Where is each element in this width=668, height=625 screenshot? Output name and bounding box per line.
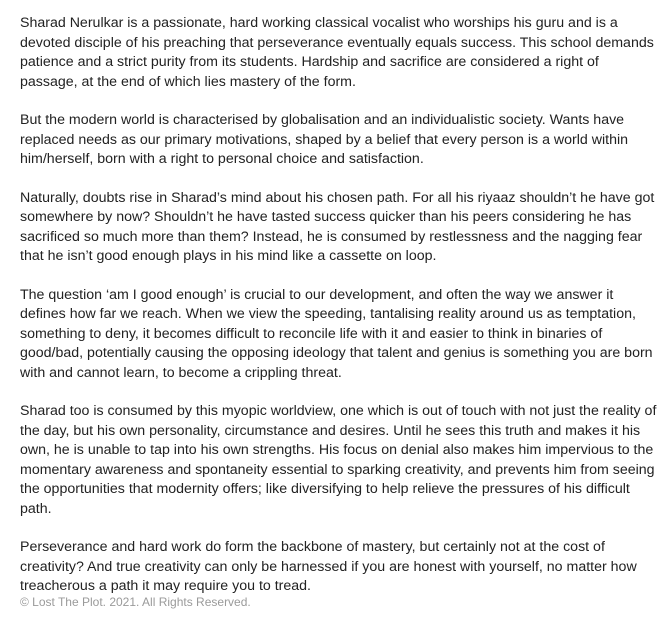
paragraph-1: Sharad Nerulkar is a passionate, hard working classical vocalist who worships his guru and is a devoted disciple of his preaching that perseverance eventually equals success. This school demands patience and a strict purity from its students. Hardship and sacrifice are considered a right of passage, at the end of which lies mastery of the form. — [20, 15, 654, 90]
article-body — [20, 14, 660, 616]
paragraph-2: But the modern world is characterised by globalisation and an individualistic society. Wants have replaced needs as our primary motivations, shaped by a belief that every person is a world within him/herself, born with a right to personal choice and satisfaction. — [20, 112, 629, 167]
paragraph-4: The question ‘am I good enough’ is crucial to our development, and often the way we answer it defines how far we reach. When we view the speeding, tantalising reality around us as temptation, something to deny, it becomes difficult to reconcile life with it and easier to think in binaries of good/bad, potentially causing the opposing ideology that talent and genius is something you are born with and cannot learn, to become a crippling threat. — [20, 286, 653, 381]
paragraph-5: Sharad too is consumed by this myopic worldview, one which is out of touch with not just the reality of the day, but his own personality, circumstance and desires. Until he sees this truth and makes it his own, he is unable to tap into his own strengths. His focus on denial also makes him impervious to the momentary awareness and spontaneity essential to sparking creativity, and prevents him from seeing the opportunities that modernity offers; like diversifying to help relieve the pressures of his difficult path. — [20, 403, 657, 517]
paragraph-6: Perseverance and hard work do form the backbone of mastery, but certainly not at the cost of creativity? And true creativity can only be harnessed if you are honest with yourself, no matter how treacherous a path it may require you to tread. — [20, 539, 637, 594]
copyright-footer: © Lost The Plot. 2021. All Rights Reserved. — [20, 595, 251, 609]
paragraph-3: Naturally, doubts rise in Sharad’s mind about his chosen path. For all his riyaaz shouldn’t he have got somewhere by now? Shouldn’t he have tasted success quicker than his peers considering he has sacrificed so much more than them? Instead, he is consumed by restlessness and the nagging fear that he isn’t good enough plays in his mind like a cassette on loop. — [20, 189, 655, 264]
